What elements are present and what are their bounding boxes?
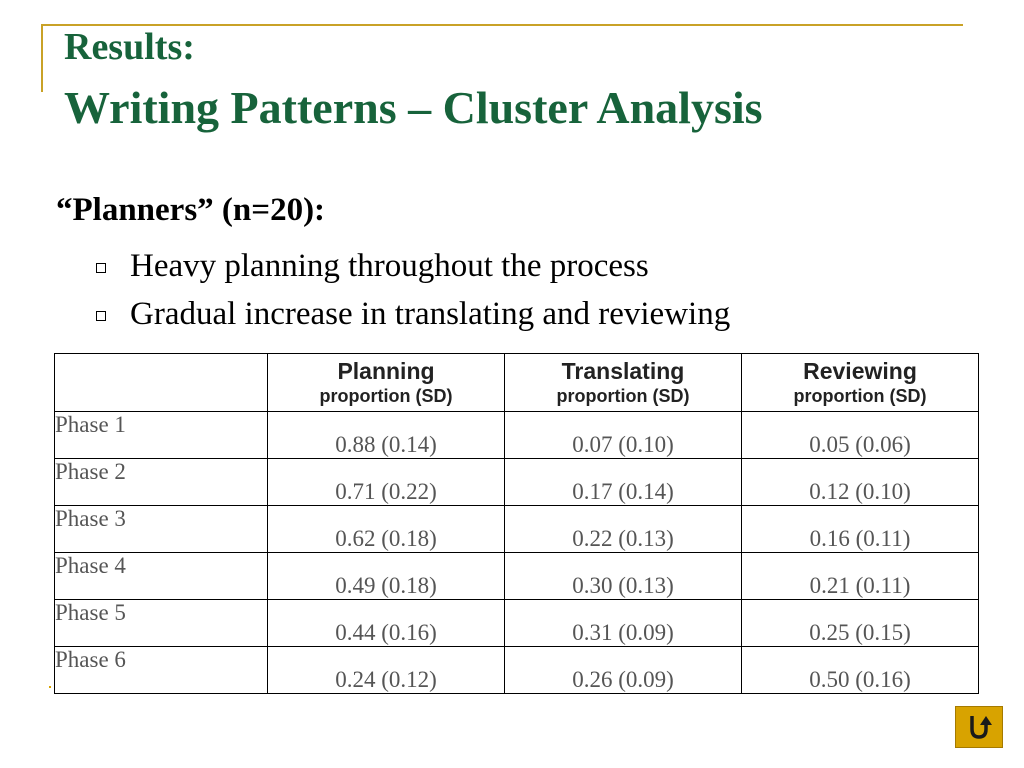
reviewing-value: 0.05 (0.06) bbox=[742, 412, 979, 459]
column-subtitle: proportion (SD) bbox=[793, 385, 927, 406]
planning-value: 0.71 (0.22) bbox=[268, 459, 505, 506]
column-subtitle: proportion (SD) bbox=[556, 385, 690, 406]
reviewing-value: 0.12 (0.10) bbox=[742, 459, 979, 506]
header-translating bbox=[505, 354, 742, 412]
header-planning bbox=[268, 354, 505, 412]
table-row bbox=[55, 647, 979, 694]
phase-label: Phase 6 bbox=[55, 647, 268, 694]
column-name: Planning bbox=[337, 357, 435, 384]
translating-value: 0.07 (0.10) bbox=[505, 412, 742, 459]
translating-value: 0.17 (0.14) bbox=[505, 459, 742, 506]
planning-value: 0.49 (0.18) bbox=[268, 553, 505, 600]
column-subtitle: proportion (SD) bbox=[319, 385, 453, 406]
planning-value: 0.88 (0.14) bbox=[268, 412, 505, 459]
phase-label: Phase 4 bbox=[55, 553, 268, 600]
translating-value: 0.26 (0.09) bbox=[505, 647, 742, 694]
header-reviewing bbox=[742, 354, 979, 412]
planners-heading: “Planners” (n=20): bbox=[56, 192, 326, 228]
return-arrow-icon bbox=[964, 712, 994, 742]
frame-left-line bbox=[41, 24, 43, 92]
table-row bbox=[55, 553, 979, 600]
square-bullet-icon bbox=[96, 311, 106, 321]
reviewing-value: 0.50 (0.16) bbox=[742, 647, 979, 694]
translating-value: 0.30 (0.13) bbox=[505, 553, 742, 600]
decorative-dot bbox=[49, 686, 51, 688]
phase-label: Phase 3 bbox=[55, 506, 268, 553]
column-name: Translating bbox=[561, 357, 685, 384]
planning-value: 0.44 (0.16) bbox=[268, 600, 505, 647]
reviewing-value: 0.21 (0.11) bbox=[742, 553, 979, 600]
bullet-list bbox=[96, 242, 730, 338]
return-button[interactable] bbox=[955, 706, 1003, 748]
phase-label: Phase 2 bbox=[55, 459, 268, 506]
bullet-text: Heavy planning throughout the process bbox=[130, 247, 649, 284]
table-header-row bbox=[55, 354, 979, 412]
table-row bbox=[55, 459, 979, 506]
table-row bbox=[55, 412, 979, 459]
bullet-item bbox=[96, 290, 730, 338]
bullet-text: Gradual increase in translating and reviewing bbox=[130, 295, 731, 332]
table-row bbox=[55, 600, 979, 647]
table-row bbox=[55, 506, 979, 553]
phase-label: Phase 1 bbox=[55, 412, 268, 459]
header-empty-cell bbox=[55, 354, 268, 412]
translating-value: 0.22 (0.13) bbox=[505, 506, 742, 553]
results-table bbox=[54, 353, 979, 694]
reviewing-value: 0.16 (0.11) bbox=[742, 506, 979, 553]
phase-label: Phase 5 bbox=[55, 600, 268, 647]
planning-value: 0.62 (0.18) bbox=[268, 506, 505, 553]
slide-title-main: Writing Patterns – Cluster Analysis bbox=[64, 82, 763, 133]
planning-value: 0.24 (0.12) bbox=[268, 647, 505, 694]
reviewing-value: 0.25 (0.15) bbox=[742, 600, 979, 647]
translating-value: 0.31 (0.09) bbox=[505, 600, 742, 647]
slide-title-results: Results: bbox=[64, 26, 195, 68]
bullet-item bbox=[96, 242, 730, 290]
column-name: Reviewing bbox=[803, 357, 917, 384]
square-bullet-icon bbox=[96, 263, 106, 273]
